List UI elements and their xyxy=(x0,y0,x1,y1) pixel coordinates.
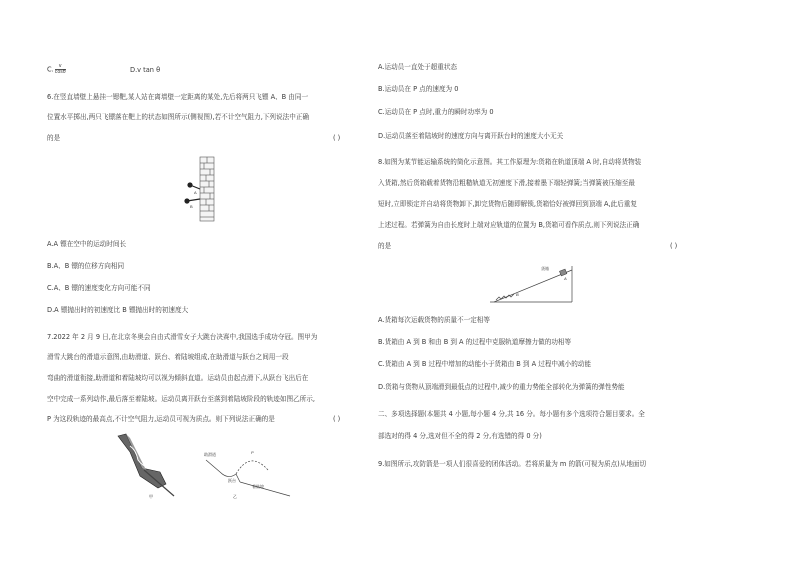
q7-option-c: C.运动员在 P 点时,重力的瞬时功率为 0 xyxy=(378,108,494,116)
q6-answer-paren: ( ) xyxy=(333,134,341,142)
q7-line-4: 空中完成一系列动作,最后落至着陆坡。运动员离开跃台至落到着陆坡阶段的轨迹如图乙所示, xyxy=(47,395,315,403)
label-assist: 助滑道 xyxy=(204,452,216,457)
q7-answer-paren: ( ) xyxy=(333,415,341,423)
q7-ski-jump-figure xyxy=(100,432,300,502)
label-jump: 跃台 xyxy=(228,478,236,483)
q8-answer-paren: ( ) xyxy=(670,242,678,250)
q7-line-5: P 为这段轨迹的最高点,不计空气阻力,运动员可视为质点。则下列说法正确的是 xyxy=(47,415,275,423)
q7-option-a: A.运动员一直处于超重状态 xyxy=(378,63,458,71)
q6-option-c: C.A、B 镖的速度变化方向可能不同 xyxy=(47,284,151,292)
q6-line-3: 的是 xyxy=(47,134,61,142)
label-land: 着陆坡 xyxy=(252,484,264,489)
q6-line-1: 6.在竖直墙壁上悬挂一锶靶,某人站在离墙壁一定距离的某处,先后将两只飞镖 A、B 由同一 xyxy=(47,93,309,101)
label-a: A xyxy=(564,276,567,281)
section2-line-2: 部选对的得 4 分,选对但不全的得 2 分,有选错的得 0 分) xyxy=(378,432,542,440)
q6-line-2: 位置水平掷出,两只飞镖落在靶上的状态如图所示(侧视图),若不计空气阻力,下列说法中正确 xyxy=(47,113,309,121)
trajectory-yi xyxy=(206,460,290,496)
q8-track-figure xyxy=(486,262,582,308)
label-box: 货箱 xyxy=(541,266,549,271)
q8-option-d: D.货箱与货物从顶端滑到最低点的过程中,减少的重力势能全部转化为弹簧的弹性势能 xyxy=(378,383,625,391)
q8-option-c: C.货箱由 A 到 B 过程中增加的动能小于货箱由 B 到 A 过程中减小的动能 xyxy=(378,360,591,368)
q9-line-1: 9.如图所示,攻防箭是一项人们很喜爱的团体活动。若将质量为 m 的箭(可视为质点)从地面切 xyxy=(378,460,647,468)
q7-option-b: B.运动员在 P 点的速度为 0 xyxy=(378,85,459,93)
svg-text:B: B xyxy=(190,204,193,209)
fraction-denominator: cosθ xyxy=(54,70,66,75)
q8-line-4: 上述过程。若弹簧为自由长度时上端对应轨道的位置为 B,货箱可看作质点,则下列说法正确 xyxy=(378,221,640,229)
svg-text:A: A xyxy=(194,190,197,195)
dart-b xyxy=(185,199,200,203)
q8-option-a: A.货箱每次运载货物的质量不一定相等 xyxy=(378,316,490,324)
q8-line-2: 入货箱,然后货箱载着货物沿粗糙轨道无初速度下滑,接着墨下端轻弹簧;当弹簧被压缩至最 xyxy=(378,179,635,187)
label-p: P xyxy=(251,450,254,455)
q8-line-5: 的是 xyxy=(378,242,392,250)
fraction-numerator: v xyxy=(55,64,66,70)
ski-jump-structure-jia xyxy=(118,434,174,496)
section2-line-1: 二、多项选择题(本题共 4 小题,每小题 4 分,共 16 分。每小题有多个选项符合题目要求。全 xyxy=(378,410,645,418)
q8-line-1: 8.如图为某节能运输系统的简化示意图。其工作原理为:货箱在轨道顶端 A 时,自动将货物装 xyxy=(378,158,642,166)
q7-line-1: 7.2022 年 2 月 9 日,在北京冬奥会自由式滑雪女子大跳台决赛中,我国选手成功夺冠。图甲为 xyxy=(47,333,318,341)
q8-line-3: 短时,立即锁定并自动将货物卸下,卸完货物后随即解锁,货箱恰好被弹回到顶端 A,此后重复 xyxy=(378,200,637,208)
q6-option-d: D.A 镖抛出时的初速度比 B 镖抛出时的初速度大 xyxy=(47,306,189,314)
q8-option-b: B.货箱由 A 到 B 和由 B 到 A 的过程中克服轨道摩擦力做的功相等 xyxy=(378,338,572,346)
dart-a xyxy=(188,183,200,189)
label-yi: 乙 xyxy=(233,494,237,499)
q6-option-b: B.A、B 镖的位移方向相同 xyxy=(47,262,125,270)
q7-option-d: D.运动员落至着陆坡时的速度方向与离开跃台时的速度大小无关 xyxy=(378,132,564,140)
q6-option-a: A.A 镖在空中的运动时间长 xyxy=(47,240,127,248)
option-c xyxy=(47,64,66,75)
q6-wall-figure xyxy=(180,155,220,225)
option-d: D.v tan θ xyxy=(130,66,161,74)
q7-line-2: 滑雪大跳台的滑道示意图,由助滑道、跃台、着陆坡组成,在助滑道与跃台之间用一段 xyxy=(47,353,289,361)
label-jia: 甲 xyxy=(149,494,153,499)
label-b: B xyxy=(516,292,519,297)
option-c-prefix: C. xyxy=(47,65,54,74)
option-c-fraction xyxy=(55,64,66,75)
q7-line-3: 弯曲的滑道衔接,助滑道和着陆坡均可以视为倾斜直道。运动员由起点滑下,从跃台飞出后在 xyxy=(47,374,309,382)
